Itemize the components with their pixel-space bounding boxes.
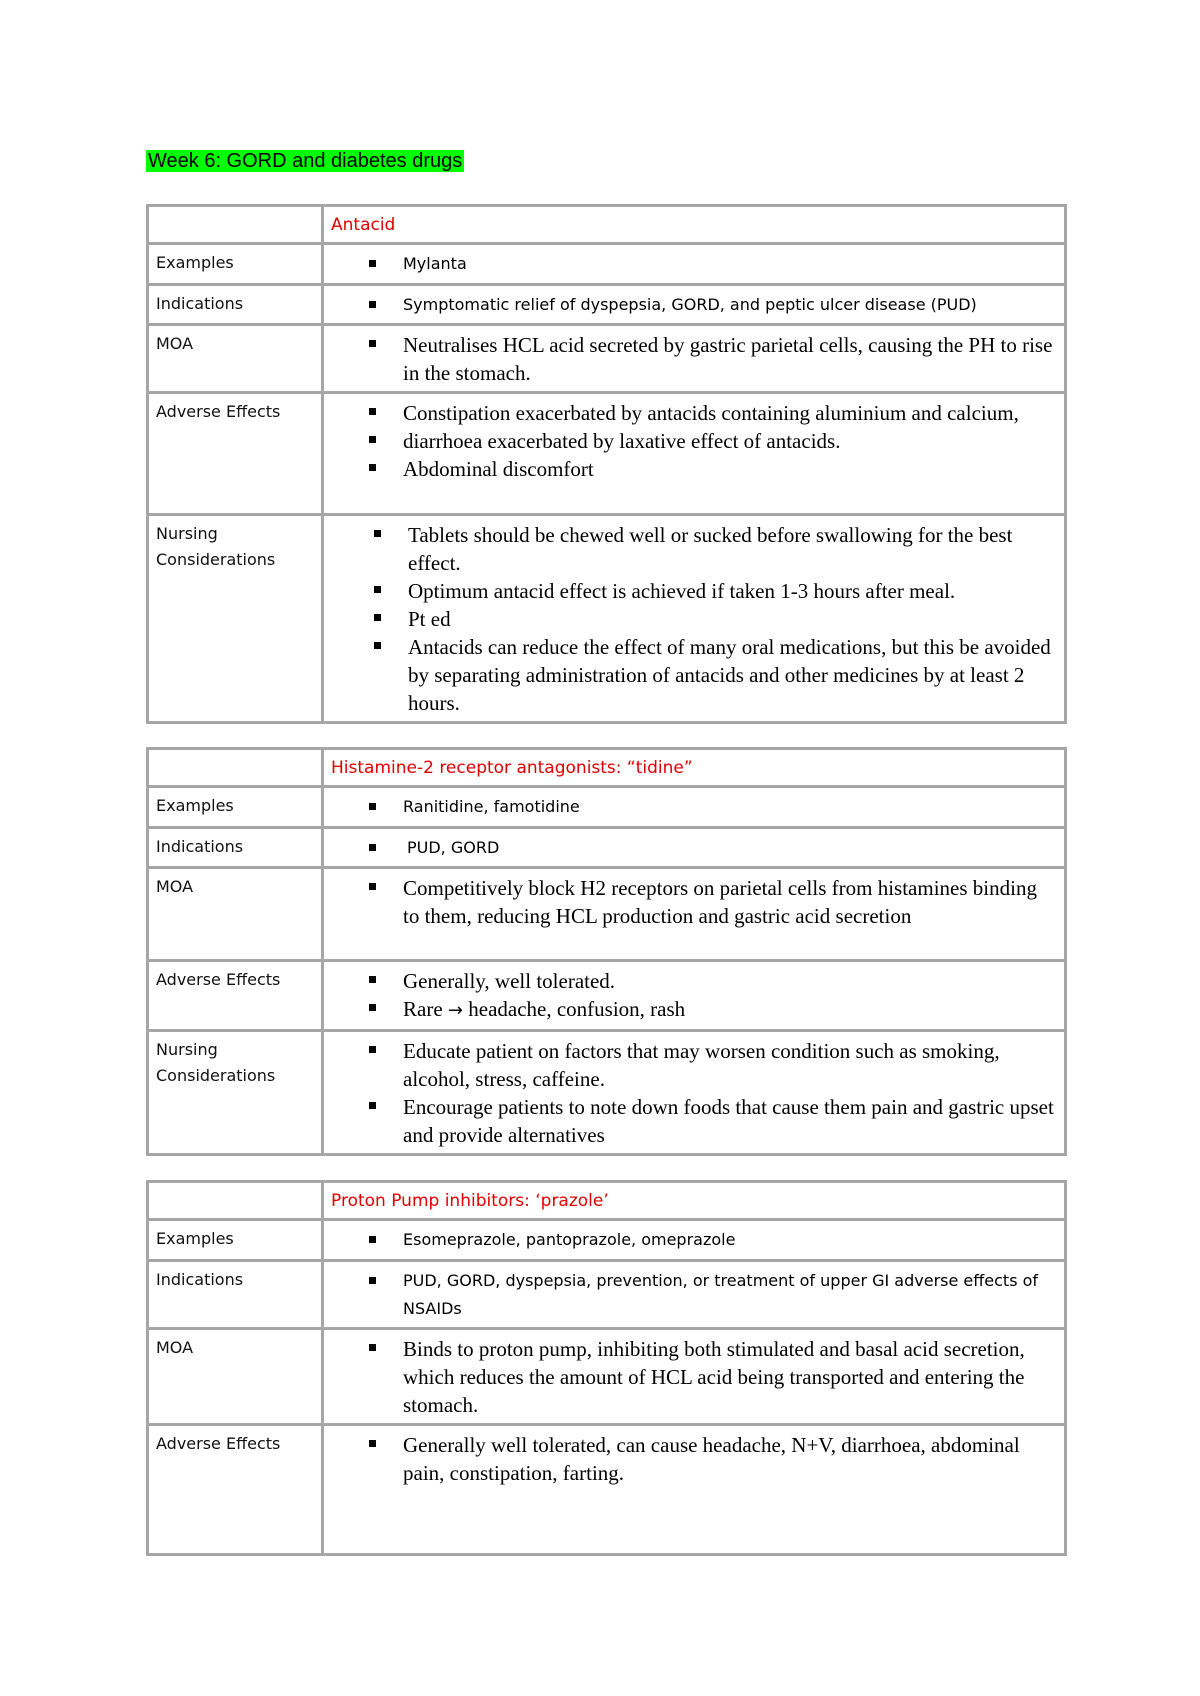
header-empty-cell — [148, 206, 323, 244]
row-content-cell — [323, 393, 1066, 515]
bullet-item: Esomeprazole, pantoprazole, omeprazole — [367, 1226, 1058, 1254]
bullet-item: PUD, GORD — [367, 834, 1058, 862]
row-label-moa: MOA — [156, 877, 194, 896]
bullet-item: Optimum antacid effect is achieved if taken 1-3 hours after meal. — [372, 577, 1058, 605]
row-content-cell — [323, 961, 1066, 1031]
row-label-examples: Examples — [156, 1229, 234, 1248]
row-content-cell — [323, 285, 1066, 325]
bullet-item: Encourage patients to note down foods that cause them pain and gastric upset and provide alternatives — [367, 1093, 1058, 1149]
rare-label: Rare — [403, 997, 443, 1021]
table-row — [148, 393, 1066, 515]
drug-class-heading: Antacid — [331, 215, 396, 235]
bullet-item: Abdominal discomfort — [367, 455, 1058, 483]
row-content-cell — [323, 787, 1066, 828]
row-label-cell — [148, 1329, 323, 1425]
row-label-cell — [148, 961, 323, 1031]
row-label-cell — [148, 868, 323, 961]
arrow-right-icon: → — [447, 1000, 463, 1021]
row-label-cell — [148, 285, 323, 325]
bullet-item: Symptomatic relief of dyspepsia, GORD, and peptic ulcer disease (PUD) — [367, 291, 1058, 319]
bullet-item: Antacids can reduce the effect of many oral medications, but this be avoided by separating administration of antacids and other medicines by at least 2 hours. — [372, 633, 1058, 717]
header-empty-cell — [148, 1182, 323, 1220]
bullet-item: Binds to proton pump, inhibiting both stimulated and basal acid secretion, which reduces the amount of HCL acid being transported and entering the stomach. — [367, 1335, 1058, 1419]
drug-class-heading: Proton Pump inhibitors: ‘prazole’ — [331, 1191, 609, 1211]
row-label-cell — [148, 1425, 323, 1555]
table-row — [148, 1031, 1066, 1155]
table-row — [148, 1425, 1066, 1555]
row-label-cell — [148, 1220, 323, 1261]
row-label-nursing-considerations: Nursing Considerations — [156, 1040, 276, 1085]
row-content-cell — [323, 868, 1066, 961]
row-label-cell — [148, 787, 323, 828]
rare-effects: headache, confusion, rash — [468, 997, 686, 1021]
bullet-item: Tablets should be chewed well or sucked before swallowing for the best effect. — [372, 521, 1058, 577]
row-label-examples: Examples — [156, 796, 234, 815]
antacid-table — [146, 204, 1067, 724]
table-row — [148, 1220, 1066, 1261]
row-label-indications: Indications — [156, 837, 244, 856]
row-label-indications: Indications — [156, 294, 244, 313]
table-row — [148, 1329, 1066, 1425]
bullet-item: diarrhoea exacerbated by laxative effect of antacids. — [367, 427, 1058, 455]
row-label-moa: MOA — [156, 334, 194, 353]
row-content-cell — [323, 828, 1066, 868]
ppi-table — [146, 1180, 1067, 1556]
row-label-adverse-effects: Adverse Effects — [156, 402, 281, 421]
row-label-moa: MOA — [156, 1338, 194, 1357]
bullet-item: Mylanta — [367, 250, 1058, 278]
row-label-cell — [148, 1261, 323, 1329]
row-content-cell — [323, 515, 1066, 723]
row-label-indications: Indications — [156, 1270, 244, 1289]
table-row — [148, 1182, 1066, 1220]
page-title-text: Week 6: GORD and diabetes drugs — [148, 150, 463, 172]
row-content-cell — [323, 244, 1066, 285]
page-title — [146, 145, 464, 177]
bullet-item: Generally well tolerated, can cause headache, N+V, diarrhoea, abdominal pain, constipation, farting. — [367, 1431, 1058, 1487]
table-row — [148, 1261, 1066, 1329]
table-row — [148, 868, 1066, 961]
table-row — [148, 325, 1066, 393]
bullet-item — [367, 995, 1058, 1025]
row-label-cell — [148, 1031, 323, 1155]
row-content-cell — [323, 325, 1066, 393]
row-label-examples: Examples — [156, 253, 234, 272]
row-label-cell — [148, 393, 323, 515]
drug-class-heading-cell — [323, 206, 1066, 244]
row-label-nursing-considerations: Nursing Considerations — [156, 524, 276, 569]
row-label-cell — [148, 325, 323, 393]
table-row — [148, 749, 1066, 787]
bullet-item: Generally, well tolerated. — [367, 967, 1058, 995]
row-label-cell — [148, 515, 323, 723]
bullet-item: Neutralises HCL acid secreted by gastric parietal cells, causing the PH to rise in the stomach. — [367, 331, 1058, 387]
bullet-item: Competitively block H2 receptors on parietal cells from histamines binding to them, reducing HCL production and gastric acid secretion — [367, 874, 1058, 930]
row-content-cell — [323, 1329, 1066, 1425]
table-row — [148, 285, 1066, 325]
table-row — [148, 787, 1066, 828]
bullet-item: Constipation exacerbated by antacids containing aluminium and calcium, — [367, 399, 1058, 427]
header-empty-cell — [148, 749, 323, 787]
table-row — [148, 961, 1066, 1031]
bullet-item: Ranitidine, famotidine — [367, 793, 1058, 821]
row-content-cell — [323, 1261, 1066, 1329]
table-row — [148, 244, 1066, 285]
drug-class-heading-cell — [323, 749, 1066, 787]
bullet-item: Educate patient on factors that may worsen condition such as smoking, alcohol, stress, caffeine. — [367, 1037, 1058, 1093]
table-row — [148, 206, 1066, 244]
h2-antagonist-table — [146, 747, 1067, 1156]
bullet-item: Pt ed — [372, 605, 1058, 633]
table-row — [148, 828, 1066, 868]
row-content-cell — [323, 1220, 1066, 1261]
table-row — [148, 515, 1066, 723]
drug-class-heading-cell — [323, 1182, 1066, 1220]
row-content-cell — [323, 1425, 1066, 1555]
row-label-cell — [148, 828, 323, 868]
drug-class-heading: Histamine-2 receptor antagonists: “tidine” — [331, 758, 693, 778]
bullet-item: PUD, GORD, dyspepsia, prevention, or treatment of upper GI adverse effects of NSAIDs — [367, 1267, 1058, 1323]
row-label-adverse-effects: Adverse Effects — [156, 970, 281, 989]
row-label-cell — [148, 244, 323, 285]
row-label-adverse-effects: Adverse Effects — [156, 1434, 281, 1453]
row-content-cell — [323, 1031, 1066, 1155]
